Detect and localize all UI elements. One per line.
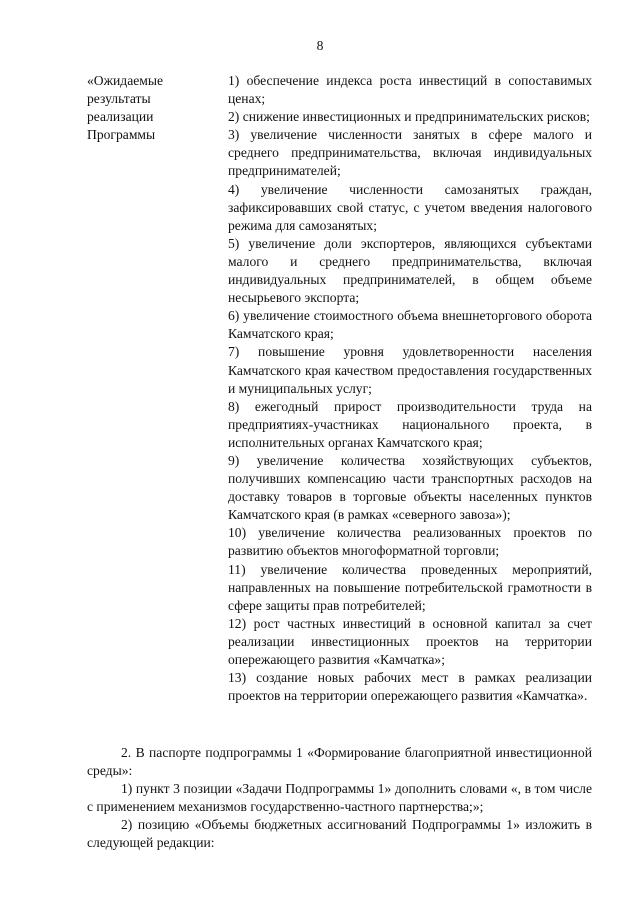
result-item-7: 7) повышение уровня удовлетворенности населения Камчатского края качеством предоставления государственных и муниципальных услуг; — [228, 344, 592, 396]
result-item-10: 10) увеличение количества реализованных проектов по развитию объектов многоформатной торговли; — [228, 525, 592, 559]
result-item-3: 3) увеличение численности занятых в сфере малого и среднего предпринимательства, включая индивидуальных предпринимателей; — [228, 127, 592, 179]
paragraph-budget-amendment: 2) позицию «Объемы бюджетных ассигнований Подпрограммы 1» изложить в следующей редакции: — [87, 817, 592, 851]
result-item-13: 13) создание новых рабочих мест в рамках реализации проектов на территории опережающего развития «Камчатка». — [228, 670, 592, 704]
passport-row-content — [228, 72, 592, 705]
result-item-11: 11) увеличение количества проведенных мероприятий, направленных на повышение потребительской грамотности в сфере защиты прав потребителей; — [228, 561, 592, 613]
result-item-4: 4) увеличение численности самозанятых граждан, зафиксировавших свой статус, с учетом введения налогового режима для самозанятых; — [228, 181, 592, 233]
result-item-8: 8) ежегодный прирост производительности труда на предприятиях-участниках национального проекта, в исполнительных органах Камчатского края; — [228, 398, 592, 450]
page-number: 8 — [316, 38, 324, 53]
passport-row-label: «Ожидаемые результаты реализации Программы — [87, 73, 164, 143]
result-item-9: 9) увеличение количества хозяйствующих субъектов, получивших компенсацию части транспортных расходов на доставку товаров в торговые объекты населенных пунктов Камчатского края (в рамках «северного завоза»); — [228, 452, 592, 523]
result-item-12: 12) рост частных инвестиций в основной капитал за счет реализации инвестиционных проектов на территории опережающего развития «Камчатка»; — [228, 615, 592, 667]
result-item-5: 5) увеличение доли экспортеров, являющихся субъектами малого и среднего предпринимательства, включая индивидуальных предпринимателей, в общем объеме несырьевого экспорта; — [228, 235, 592, 306]
paragraph-tasks-amendment: 1) пункт 3 позиции «Задачи Подпрограммы 1» дополнить словами «, в том числе с применением механизмов государственно-частного партнерства;»; — [87, 781, 592, 815]
amendment-text — [87, 744, 592, 853]
result-item-2: 2) снижение инвестиционных и предпринимательских рисков; — [228, 109, 590, 125]
result-item-1: 1) обеспечение индекса роста инвестиций в сопоставимых ценах; — [228, 73, 592, 107]
result-item-6: 6) увеличение стоимостного объема внешнеторгового оборота Камчатского края; — [228, 308, 592, 342]
paragraph-subprogram-passport: 2. В паспорте подпрограммы 1 «Формирование благоприятной инвестиционной среды»: — [87, 745, 592, 779]
